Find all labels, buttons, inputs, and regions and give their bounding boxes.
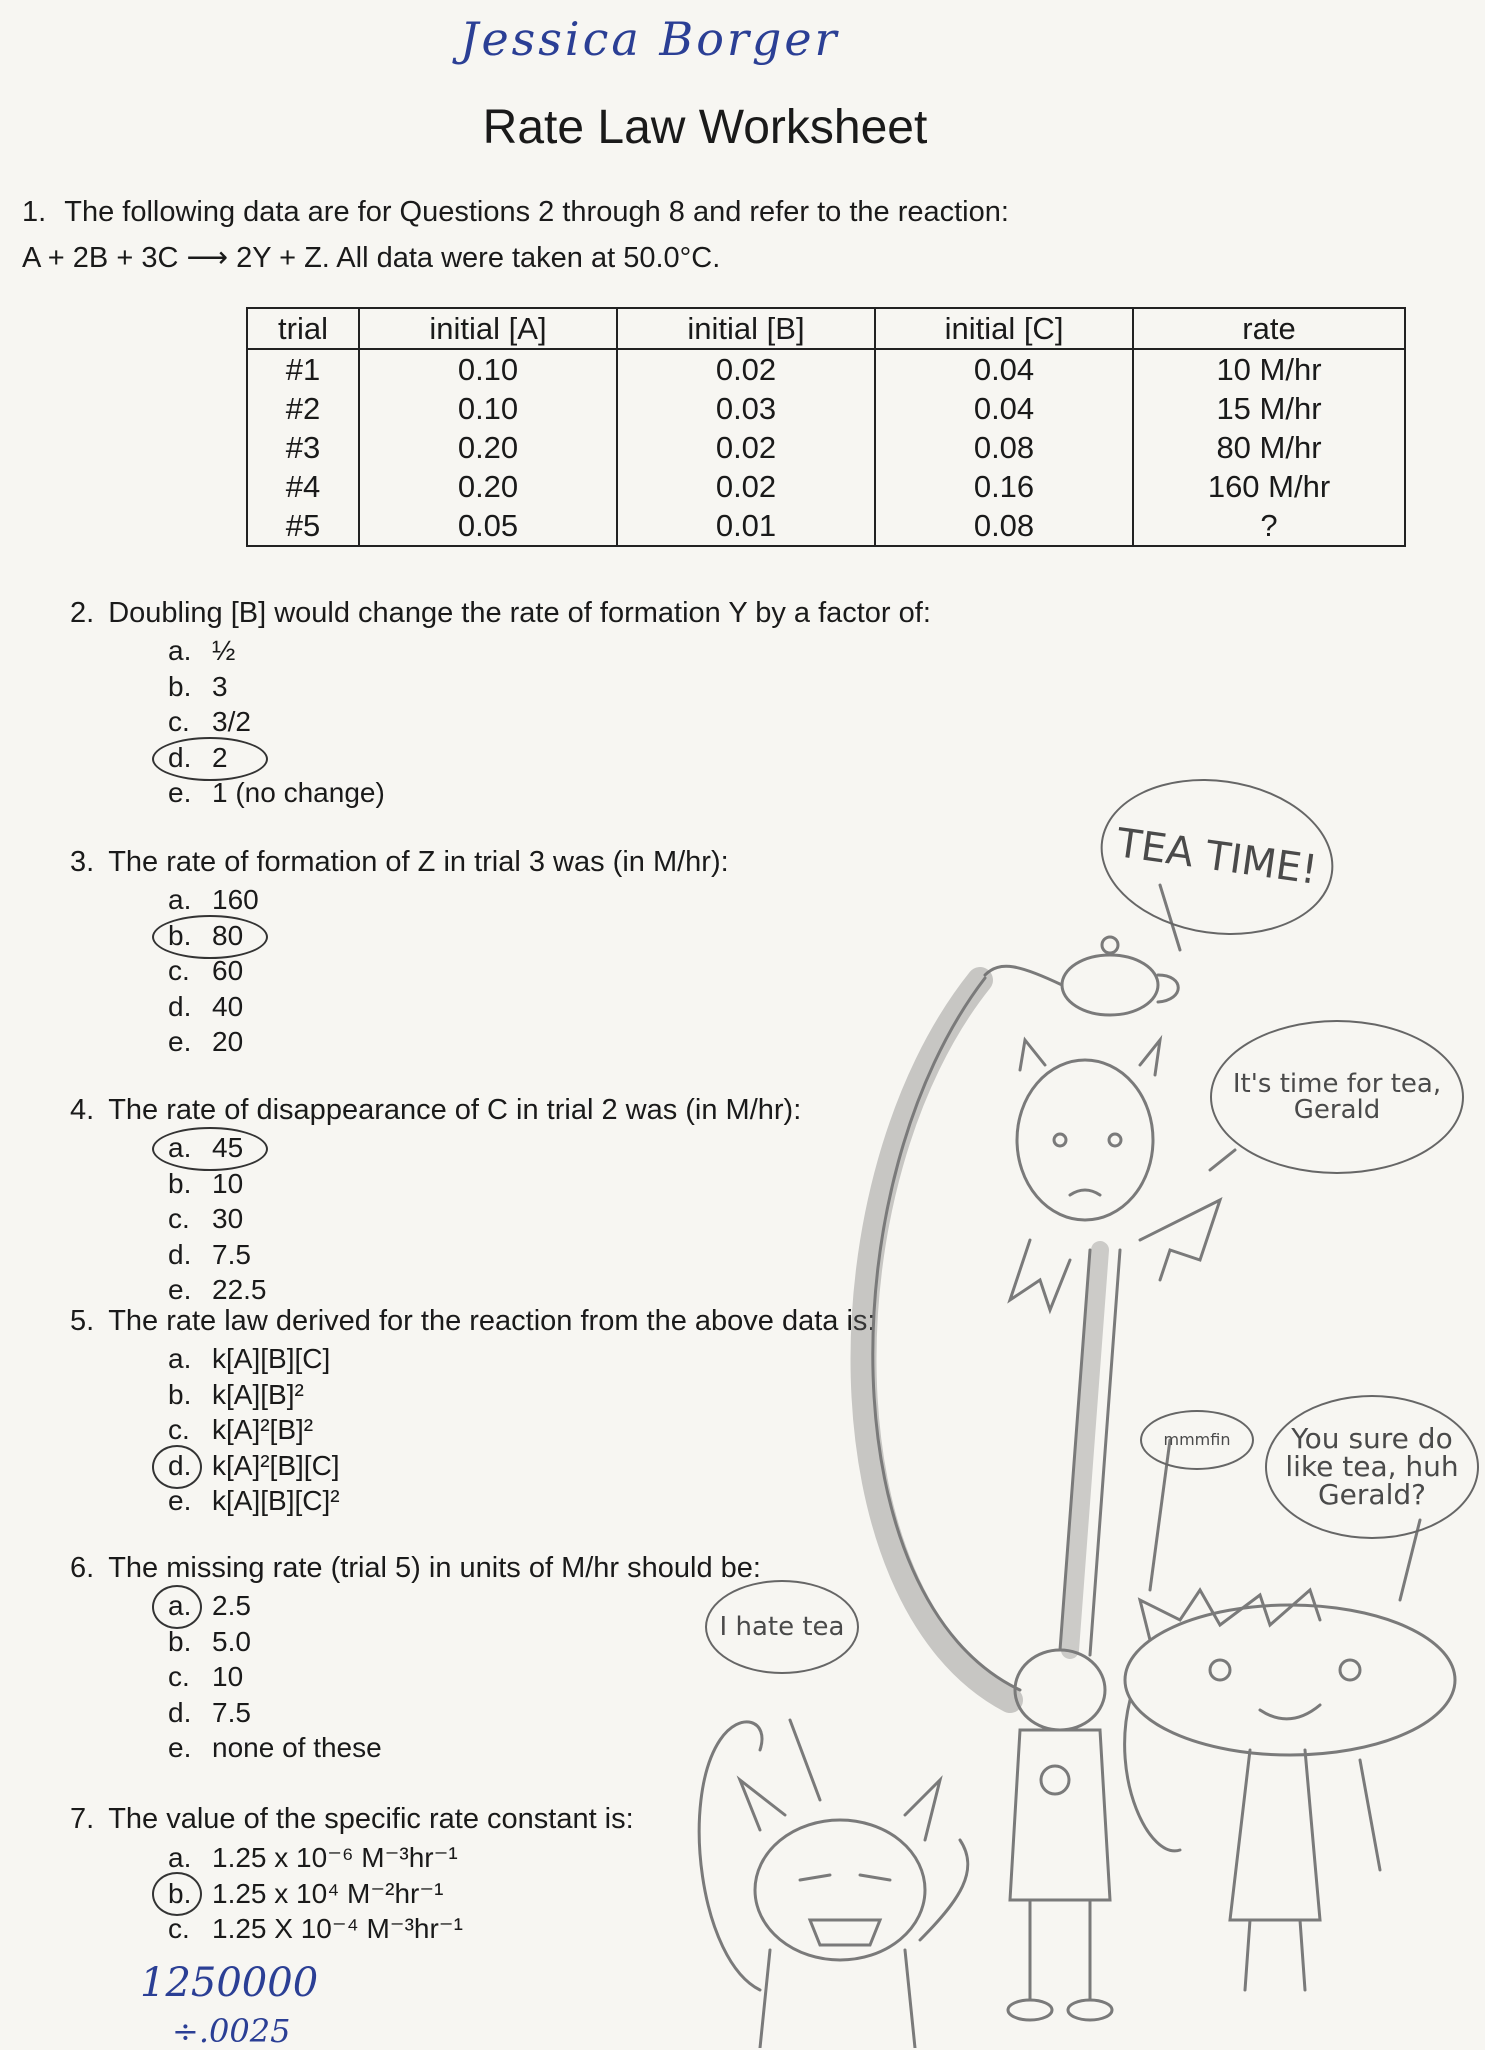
table-cell: 0.10 [359,349,617,389]
option-letter: d. [168,1449,192,1481]
question-number: 4. [70,1094,95,1126]
page-title: Rate Law Worksheet [482,101,928,154]
option-value: 3 [212,670,228,702]
question-text: The rate law derived for the reaction from the above data is: [108,1305,876,1337]
table-cell: 0.03 [617,389,875,428]
option-letter: d. [168,741,192,773]
option-letter: a. [168,635,192,666]
table-cell: 0.20 [359,467,617,506]
table-cell: 160 M/hr [1133,467,1405,506]
table-cell: 0.02 [617,349,875,389]
option-letter: d. [168,1696,192,1728]
table-cell: ? [1133,506,1405,546]
handwritten-calculation: 1250000 [140,1960,319,2006]
option-letter: a. [168,1132,192,1163]
speech-bubble-time-for-tea: It's time for tea, Gerald [1210,1020,1464,1174]
tea-stream [864,980,1010,1700]
option-letter: c. [168,1913,190,1944]
question-1-line1: The following data are for Questions 2 through 8 and refer to the reaction: [64,196,1009,228]
option-letter: e. [168,1274,192,1305]
option-value: k[A]²[B]² [212,1414,314,1445]
option-letter: e. [168,1485,192,1516]
table-cell: 0.04 [875,349,1133,389]
option-letter: e. [168,1026,192,1057]
question-text: The rate of disappearance of C in trial 2 was (in M/hr): [108,1094,802,1126]
question-text: The value of the specific rate constant is: [108,1803,634,1835]
option-value: 60 [212,955,244,986]
option-letter: d. [168,990,192,1022]
option-value: ½ [212,635,236,666]
table-cell: 0.05 [359,506,617,546]
speech-bubble-you-sure: You sure do like tea, huh Gerald? [1265,1395,1479,1539]
table-cell: 0.20 [359,428,617,467]
table-cell: 0.02 [617,428,875,467]
option-letter: c. [168,955,190,986]
table-cell: 0.04 [875,389,1133,428]
student-name: Jessica Borger [460,12,840,66]
option-letter: c. [168,1414,190,1445]
option-letter: b. [168,1625,192,1657]
option-letter: b. [168,1378,192,1410]
option-letter: a. [168,884,192,915]
table-header: initial [C] [875,308,1133,349]
option-value: k[A][B][C]² [212,1485,340,1516]
question-text: The rate of formation of Z in trial 3 was (in M/hr): [108,846,729,878]
table-cell: 0.02 [617,467,875,506]
option-value: 10 [212,1167,244,1199]
option-letter: b. [168,1167,192,1199]
option-letter: b. [168,670,192,702]
option-value: 22.5 [212,1274,267,1305]
teapot-icon [1062,955,1158,1015]
table-cell: 0.08 [875,506,1133,546]
character-body [1010,1730,1110,1900]
table-cell: 0.08 [875,428,1133,467]
question-number: 7. [70,1803,95,1835]
cat-head [755,1820,925,1960]
table-cell: #4 [247,467,359,506]
option-value: 30 [212,1203,244,1234]
option-value: 7.5 [212,1238,251,1270]
table-header: initial [A] [359,308,617,349]
option-value: 1.25 x 10⁴ M⁻²hr⁻¹ [212,1877,444,1909]
question-number: 5. [70,1305,95,1337]
table-cell: #3 [247,428,359,467]
option-letter: c. [168,706,190,737]
table-cell: #2 [247,389,359,428]
option-value: none of these [212,1732,382,1763]
table-cell: 0.16 [875,467,1133,506]
option-value: 80 [212,919,244,951]
table-cell: 0.01 [617,506,875,546]
option-value: k[A][B]² [212,1378,304,1410]
table-cell: #1 [247,349,359,389]
character-head [1017,1060,1153,1220]
question-number: 3. [70,846,95,878]
table-cell: #5 [247,506,359,546]
option-letter: c. [168,1203,190,1234]
option-value: 2.5 [212,1590,251,1621]
option-value: 40 [212,990,244,1022]
table-header: rate [1133,308,1405,349]
option-letter: b. [168,1877,192,1909]
option-letter: e. [168,1732,192,1763]
question-text: The missing rate (trial 5) in units of M/hr should be: [108,1552,761,1584]
option-value: 1 (no change) [212,777,385,808]
question-text: Doubling [B] would change the rate of formation Y by a factor of: [108,597,931,629]
option-value: 5.0 [212,1625,251,1657]
table-header: initial [B] [617,308,875,349]
speech-bubble-tea-time: TEA TIME! [1090,764,1343,949]
table-header: trial [247,308,359,349]
option-letter: e. [168,777,192,808]
option-value: 1.25 x 10⁻⁶ M⁻³hr⁻¹ [212,1842,458,1873]
speech-bubble-mmm: mmmfin [1140,1410,1254,1470]
option-letter: a. [168,1590,192,1621]
option-value: 10 [212,1661,244,1692]
table-cell: 80 M/hr [1133,428,1405,467]
option-letter: c. [168,1661,190,1692]
option-value: 2 [212,741,228,773]
question-1-number: 1. [22,196,47,228]
speech-bubble-i-hate-tea: I hate tea [705,1580,859,1674]
option-letter: a. [168,1343,192,1374]
option-value: 1.25 X 10⁻⁴ M⁻³hr⁻¹ [212,1913,463,1944]
table-cell: 10 M/hr [1133,349,1405,389]
option-value: k[A][B][C] [212,1343,331,1374]
option-value: 160 [212,884,259,915]
table-cell: 15 M/hr [1133,389,1405,428]
question-number: 6. [70,1552,95,1584]
option-letter: b. [168,919,192,951]
option-value: 20 [212,1026,244,1057]
option-value: 7.5 [212,1696,251,1728]
option-value: 45 [212,1132,244,1163]
option-letter: a. [168,1842,192,1873]
question-number: 2. [70,597,95,629]
option-value: 3/2 [212,706,251,737]
question-1-reaction: A + 2B + 3C ⟶ 2Y + Z. All data were taken at 50.0°C. [22,242,721,274]
option-letter: d. [168,1238,192,1270]
table-cell: 0.10 [359,389,617,428]
character-head [1125,1605,1455,1755]
option-value: k[A]²[B][C] [212,1449,340,1481]
handwritten-calculation-divisor: ÷.0025 [172,2012,291,2050]
